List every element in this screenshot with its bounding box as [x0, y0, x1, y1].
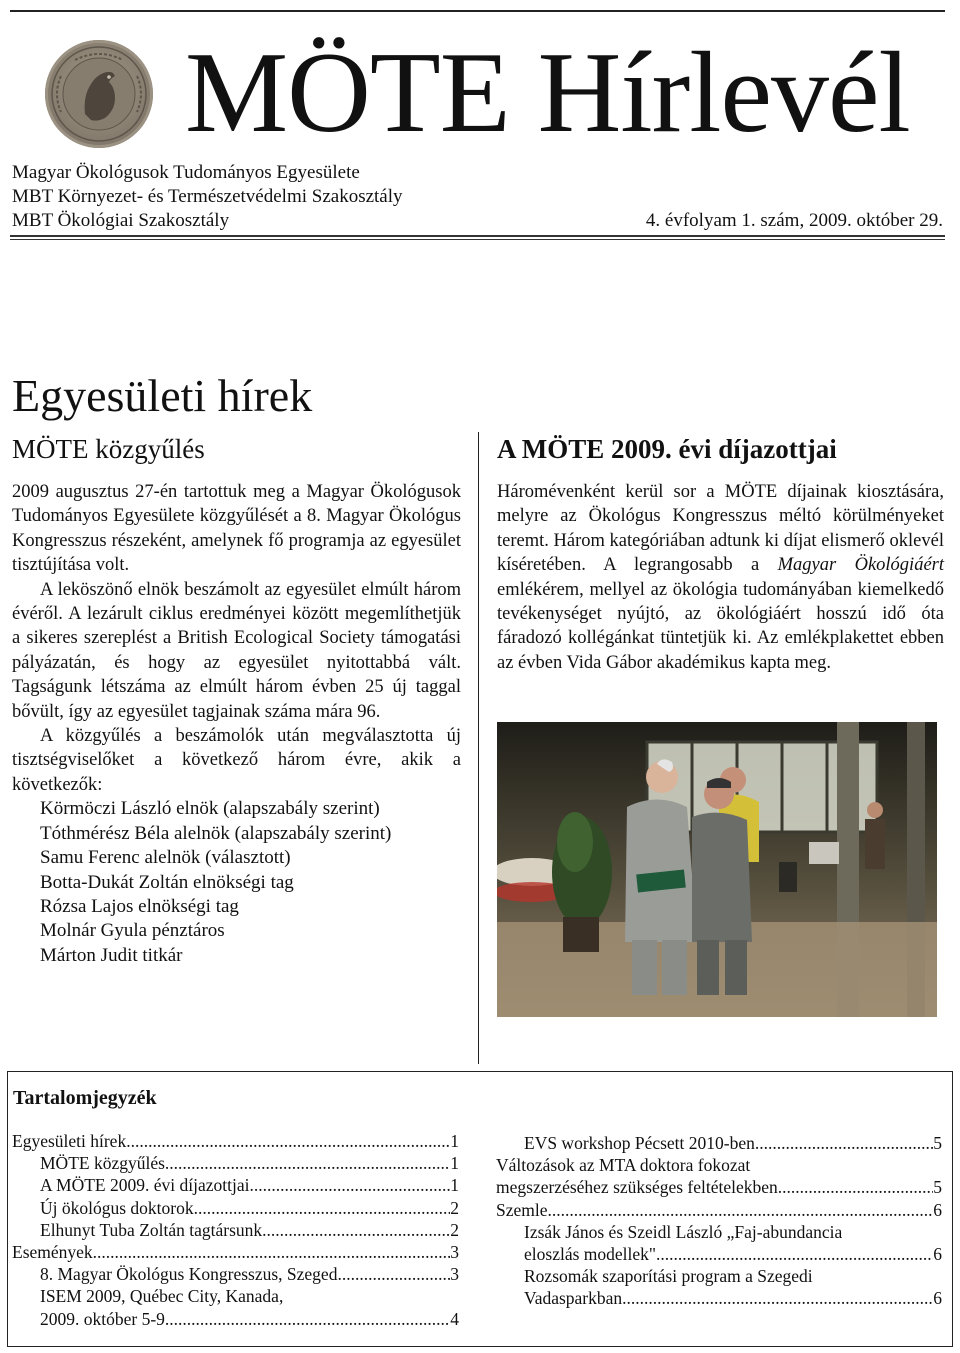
- toc-entry[interactable]: [12, 1130, 459, 1152]
- toc-entry-label: 8. Magyar Ökológus Kongresszus, Szeged: [40, 1264, 338, 1285]
- section-title: Egyesületi hírek: [12, 370, 313, 421]
- list-item: Körmöczi László elnök (alapszabály szerint): [40, 798, 380, 820]
- toc-right-column: [496, 1132, 942, 1310]
- toc-leader-dots: [778, 1176, 933, 1198]
- toc-entry-label: EVS workshop Pécsett 2010-ben: [524, 1133, 755, 1153]
- toc-leader-dots: [656, 1243, 933, 1265]
- toc-entry[interactable]: [496, 1154, 942, 1176]
- toc-leader-dots: [194, 1197, 451, 1219]
- toc-entry[interactable]: [12, 1241, 459, 1263]
- toc-entry-page: 6: [933, 1244, 942, 1265]
- list-item: Márton Judit titkár: [40, 944, 183, 966]
- org-line-3: MBT Ökológiai Szakosztály: [12, 210, 230, 231]
- list-item: Botta-Dukát Zoltán elnökségi tag: [40, 871, 294, 893]
- toc-entry-label: 2009. október 5-9.: [40, 1308, 170, 1329]
- toc-entry[interactable]: [12, 1285, 459, 1307]
- toc-entry[interactable]: [12, 1174, 459, 1196]
- toc-entry-label: Változások az MTA doktora fokozat: [496, 1155, 751, 1176]
- toc-entry-label: Elhunyt Tuba Zoltán tagtársunk: [40, 1219, 263, 1240]
- list-item: Samu Ferenc alelnök (választott): [40, 847, 291, 869]
- toc-entry-page: 2: [450, 1197, 459, 1218]
- toc-entry-label: Szemle: [496, 1199, 548, 1220]
- toc-entry[interactable]: [496, 1287, 942, 1309]
- toc-leader-dots: [755, 1132, 933, 1154]
- article-body-kozgyules: [12, 480, 461, 968]
- toc-leader-dots: [126, 1130, 450, 1152]
- toc-entry-label: A MÖTE 2009. évi díjazottjai: [40, 1175, 250, 1196]
- org-line-2: MBT Környezet- és Természetvédelmi Szakosztály: [12, 186, 403, 207]
- toc-entry-label: Rozsomák szaporítási program a Szegedi: [524, 1266, 813, 1287]
- paragraph: 2009 augusztus 27-én tartottuk meg a Magyar Ökológusok Tudományos Egyesülete közgyűlését a 8. Magyar Ökológus Kongresszus részeként, amelynek fő programja az egyesület tisztújítása volt.: [12, 482, 461, 576]
- toc-entry-label: Vadasparkban: [524, 1288, 623, 1309]
- newsletter-title: MÖTE Hírlevél: [185, 29, 910, 157]
- toc-entry-label: megszerzéséhez szükséges feltételekben: [496, 1177, 778, 1198]
- column-divider: [478, 432, 479, 1064]
- toc-entry-page: 4: [450, 1308, 459, 1329]
- toc-entry-label: MÖTE közgyűlés: [40, 1153, 165, 1174]
- toc-entry[interactable]: [496, 1221, 942, 1243]
- toc-entry[interactable]: [12, 1152, 459, 1174]
- toc-entry[interactable]: [12, 1263, 459, 1285]
- org-line-1: Magyar Ökológusok Tudományos Egyesülete: [12, 162, 360, 183]
- toc-title: Tartalomjegyzék: [13, 1087, 157, 1109]
- toc-leader-dots: [249, 1174, 450, 1196]
- list-item: Rózsa Lajos elnökségi tag: [40, 895, 239, 917]
- toc-entry[interactable]: [12, 1308, 459, 1330]
- toc-entry[interactable]: [496, 1132, 942, 1154]
- list-item: Tóthmérész Béla alelnök (alapszabály szerint): [40, 822, 392, 844]
- text-span: emlékérem, mellyel az ökológia tudományában kiemelkedő tevékenységet nyújtó, az ökológiáért hosszú idő óta fáradozó kollégánkat tüntetjük ki. Az emlékplakettet ebben az évben Vida Gábor akadémikus kapta meg.: [497, 579, 944, 673]
- toc-leader-dots: [337, 1263, 450, 1285]
- top-rule: [10, 10, 945, 12]
- toc-entry[interactable]: [496, 1199, 942, 1221]
- article-body-dijazottak: [497, 480, 944, 675]
- toc-entry[interactable]: [12, 1197, 459, 1219]
- toc-entry[interactable]: [12, 1219, 459, 1241]
- toc-entry-page: 1: [450, 1153, 459, 1174]
- toc-entry-label: Egyesületi hírek: [12, 1131, 127, 1151]
- paragraph: A leköszönő elnök beszámolt az egyesület elmúlt három évéről. A lezárult ciklus eredményei között megemlíthetjük a sikeres szereplést a British Ecological Society támogatási pályázatán, és hogy az egyesület nyitottabbá vált. Tagságunk létszáma az elmúlt három évben 25 új taggal bővült, így az egyesület tagjainak száma mára 96.: [12, 579, 461, 722]
- award-name: Magyar Ökológiáért: [777, 555, 944, 576]
- toc-entry-page: 3: [450, 1264, 459, 1285]
- toc-leader-dots: [262, 1219, 450, 1241]
- toc-entry[interactable]: [496, 1265, 942, 1287]
- toc-entry-label: ISEM 2009, Québec City, Kanada,: [40, 1286, 284, 1307]
- list-item: Molnár Gyula pénztáros: [40, 920, 225, 942]
- toc-entry-page: 5: [933, 1133, 942, 1153]
- toc-entry-label: Új ökológus doktorok: [40, 1197, 194, 1218]
- toc-entry-page: 3: [450, 1242, 459, 1263]
- toc-entry[interactable]: [496, 1243, 942, 1265]
- header-rule: [10, 235, 945, 237]
- article-title-kozgyules: MÖTE közgyűlés: [12, 434, 205, 464]
- header-rule-thin: [10, 239, 945, 240]
- society-seal-logo: [45, 40, 153, 148]
- toc-left-column: [12, 1130, 459, 1330]
- toc-leader-dots: [165, 1152, 450, 1174]
- toc-entry-page: 5: [933, 1177, 942, 1198]
- text-span: Háromévenként kerül sor a MÖTE díjainak kiosztására, melyre az Ökológus Kongresszus méltó körülményeket teremt. Három kategóriában adtunk ki díjat elismerő oklevél kíséretében. A legrangosabb a: [497, 482, 944, 576]
- toc-entry-label: Izsák János és Szeidl László „Faj-abundancia: [524, 1221, 843, 1242]
- toc-entry-page: 6: [933, 1288, 942, 1309]
- toc-leader-dots: [622, 1287, 933, 1309]
- article-title-dijazottak: A MÖTE 2009. évi díjazottjai: [497, 434, 837, 464]
- toc-entry-page: 2: [450, 1219, 459, 1240]
- toc-leader-dots: [169, 1308, 450, 1330]
- toc-entry-label: eloszlás modellek": [524, 1244, 657, 1265]
- toc-leader-dots: [548, 1199, 934, 1221]
- toc-entry-page: 1: [450, 1175, 459, 1196]
- toc-leader-dots: [93, 1241, 451, 1263]
- toc-entry-label: Események: [12, 1242, 93, 1263]
- paragraph: A közgyűlés a beszámolók után megválasztotta új tisztségviselőket a következő három évre, akik a következők:: [12, 726, 461, 795]
- toc-entry[interactable]: [496, 1176, 942, 1198]
- toc-entry-page: 6: [933, 1199, 942, 1220]
- issue-info: 4. évfolyam 1. szám, 2009. október 29.: [645, 210, 943, 231]
- award-ceremony-photo: [497, 722, 937, 1017]
- officer-list: [12, 797, 461, 968]
- toc-entry-page: 1: [450, 1131, 459, 1151]
